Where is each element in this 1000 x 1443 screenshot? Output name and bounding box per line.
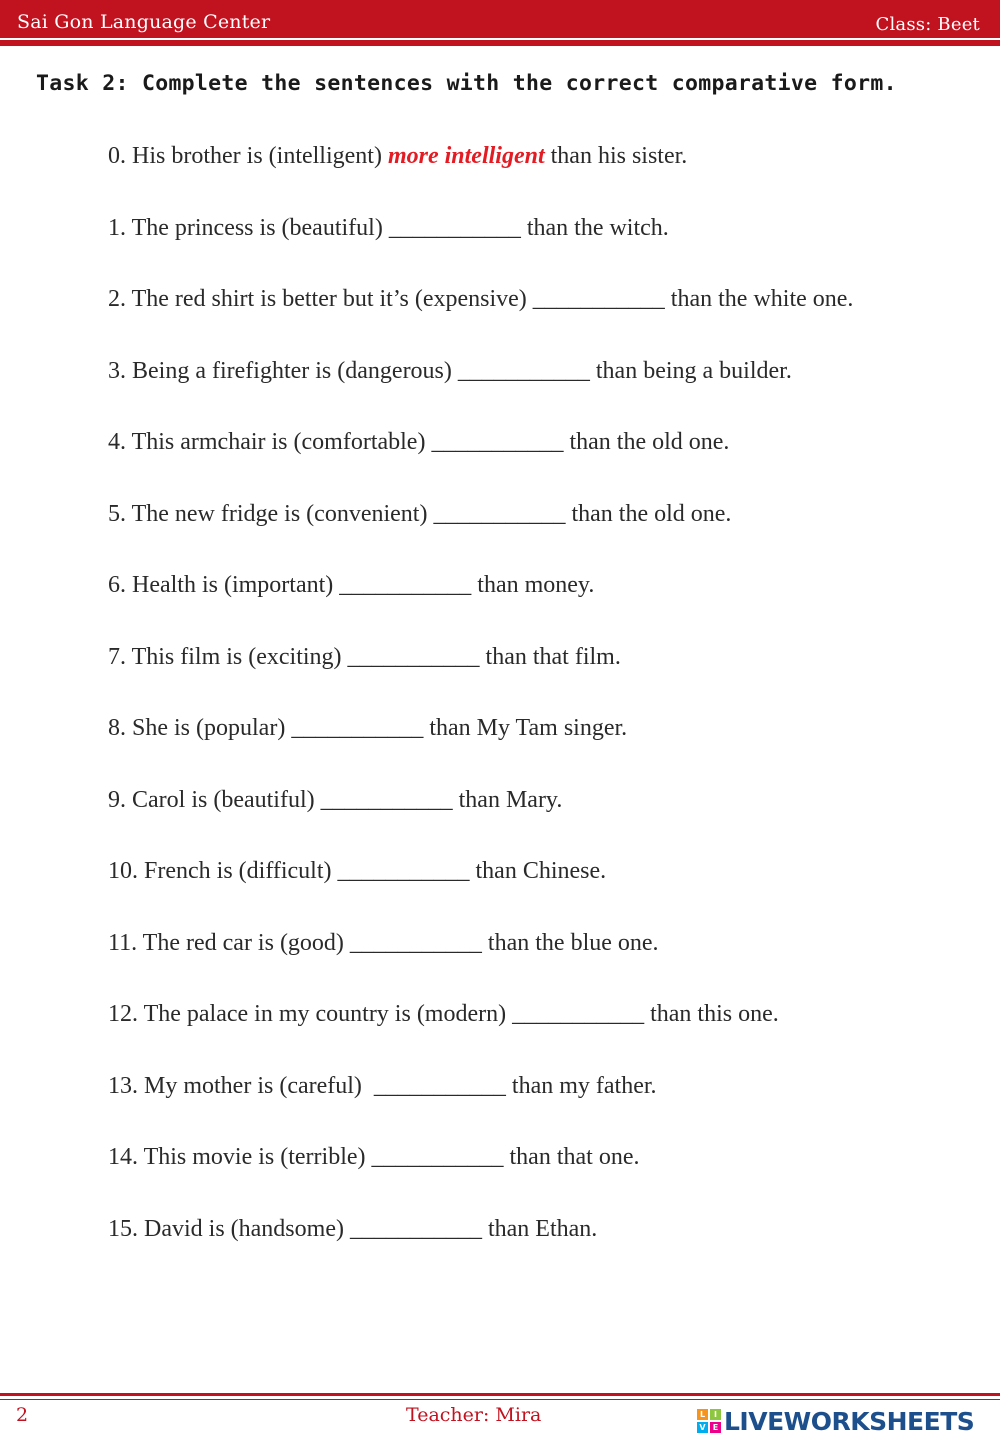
logo-text: LIVEWORKSHEETS: [724, 1406, 975, 1436]
exercise-item: [108, 784, 562, 816]
sentence-text: than Chinese.: [469, 858, 607, 884]
sentence-text: than that one.: [503, 1144, 640, 1170]
sentence-text: than the old one.: [565, 501, 732, 527]
sentence-text: than the blue one.: [481, 930, 659, 956]
sentence-text: than the witch.: [520, 215, 669, 241]
sentence-text: than My Tam singer.: [423, 715, 628, 741]
exercise-item: [108, 569, 594, 601]
exercise-item: [108, 212, 669, 244]
answer-blank[interactable]: ___________: [349, 930, 482, 956]
task-title: Task 2: Complete the sentences with the correct comparative form.: [36, 71, 897, 96]
answer-blank[interactable]: ___________: [433, 501, 566, 527]
page-number: 2: [16, 1404, 29, 1426]
answer-blank[interactable]: ___________: [347, 644, 480, 670]
answer-blank[interactable]: ___________: [349, 1216, 482, 1242]
teacher-name: Teacher: Mira: [406, 1404, 542, 1426]
sentence-text: than my father.: [505, 1073, 657, 1099]
sentence-text: than Mary.: [452, 787, 563, 813]
logo-block: E: [710, 1422, 721, 1433]
sentence-text: 9. Carol is (beautiful): [108, 787, 321, 813]
sentence-text: than this one.: [644, 1001, 779, 1027]
exercise-item: [108, 927, 659, 959]
sentence-text: 14. This movie is (terrible): [108, 1144, 372, 1170]
liveworksheets-logo[interactable]: [697, 1404, 974, 1438]
answer-blank[interactable]: ___________: [291, 715, 424, 741]
exercise-item: [108, 855, 606, 887]
exercise-item: [108, 712, 627, 744]
sentence-text: 2. The red shirt is better but it’s (expensive): [108, 286, 533, 312]
header-bar: [0, 0, 1000, 38]
sentence-text: 15. David is (handsome): [108, 1216, 350, 1242]
exercise-item: [108, 498, 731, 530]
sentence-text: 13. My mother is (careful): [108, 1073, 374, 1099]
logo-block: V: [697, 1422, 708, 1433]
sentence-text: 7. This film is (exciting): [108, 644, 348, 670]
sentence-text: 0. His brother is (intelligent): [108, 143, 388, 169]
example-answer: more intelligent: [387, 143, 545, 169]
sentence-text: than that film.: [479, 644, 621, 670]
sentence-text: 3. Being a firefighter is (dangerous): [108, 358, 458, 384]
footer-divider: [0, 1393, 1000, 1396]
answer-blank[interactable]: ___________: [512, 1001, 645, 1027]
answer-blank[interactable]: ___________: [388, 215, 521, 241]
sentence-text: 10. French is (difficult): [108, 858, 338, 884]
sentence-text: 4. This armchair is (comfortable): [108, 429, 432, 455]
exercise-item: [108, 641, 621, 673]
logo-blocks-icon: [697, 1409, 721, 1433]
answer-blank[interactable]: ___________: [373, 1073, 506, 1099]
answer-blank[interactable]: ___________: [320, 787, 453, 813]
sentence-text: than being a builder.: [589, 358, 792, 384]
answer-blank[interactable]: ___________: [532, 286, 665, 312]
sentence-text: than the white one.: [664, 286, 854, 312]
header-divider: [0, 40, 1000, 46]
logo-block: I: [710, 1409, 721, 1420]
sentence-text: 8. She is (popular): [108, 715, 292, 741]
sentence-text: 6. Health is (important): [108, 572, 340, 598]
answer-blank[interactable]: ___________: [339, 572, 472, 598]
sentence-text: 12. The palace in my country is (modern): [108, 1001, 513, 1027]
answer-blank[interactable]: ___________: [457, 358, 590, 384]
sentence-text: 5. The new fridge is (convenient): [108, 501, 434, 527]
exercise-item: [108, 355, 792, 387]
sentence-text: 11. The red car is (good): [108, 930, 350, 956]
sentence-text: than his sister.: [544, 143, 688, 169]
exercise-item: [108, 1213, 597, 1245]
exercise-item: [108, 283, 853, 315]
sentence-text: than money.: [471, 572, 595, 598]
answer-blank[interactable]: ___________: [431, 429, 564, 455]
class-name: Class: Beet: [875, 14, 980, 35]
answer-blank[interactable]: ___________: [371, 1144, 504, 1170]
example-sentence: [108, 140, 687, 172]
exercise-item: [108, 1070, 657, 1102]
sentence-text: than the old one.: [563, 429, 730, 455]
logo-block: L: [697, 1409, 708, 1420]
center-name: Sai Gon Language Center: [17, 11, 271, 33]
exercise-item: [108, 1141, 639, 1173]
sentence-text: 1. The princess is (beautiful): [108, 215, 389, 241]
exercise-item: [108, 998, 779, 1030]
footer-divider-thin: [0, 1399, 1000, 1400]
exercise-item: [108, 426, 729, 458]
sentence-text: than Ethan.: [481, 1216, 598, 1242]
answer-blank[interactable]: ___________: [337, 858, 470, 884]
